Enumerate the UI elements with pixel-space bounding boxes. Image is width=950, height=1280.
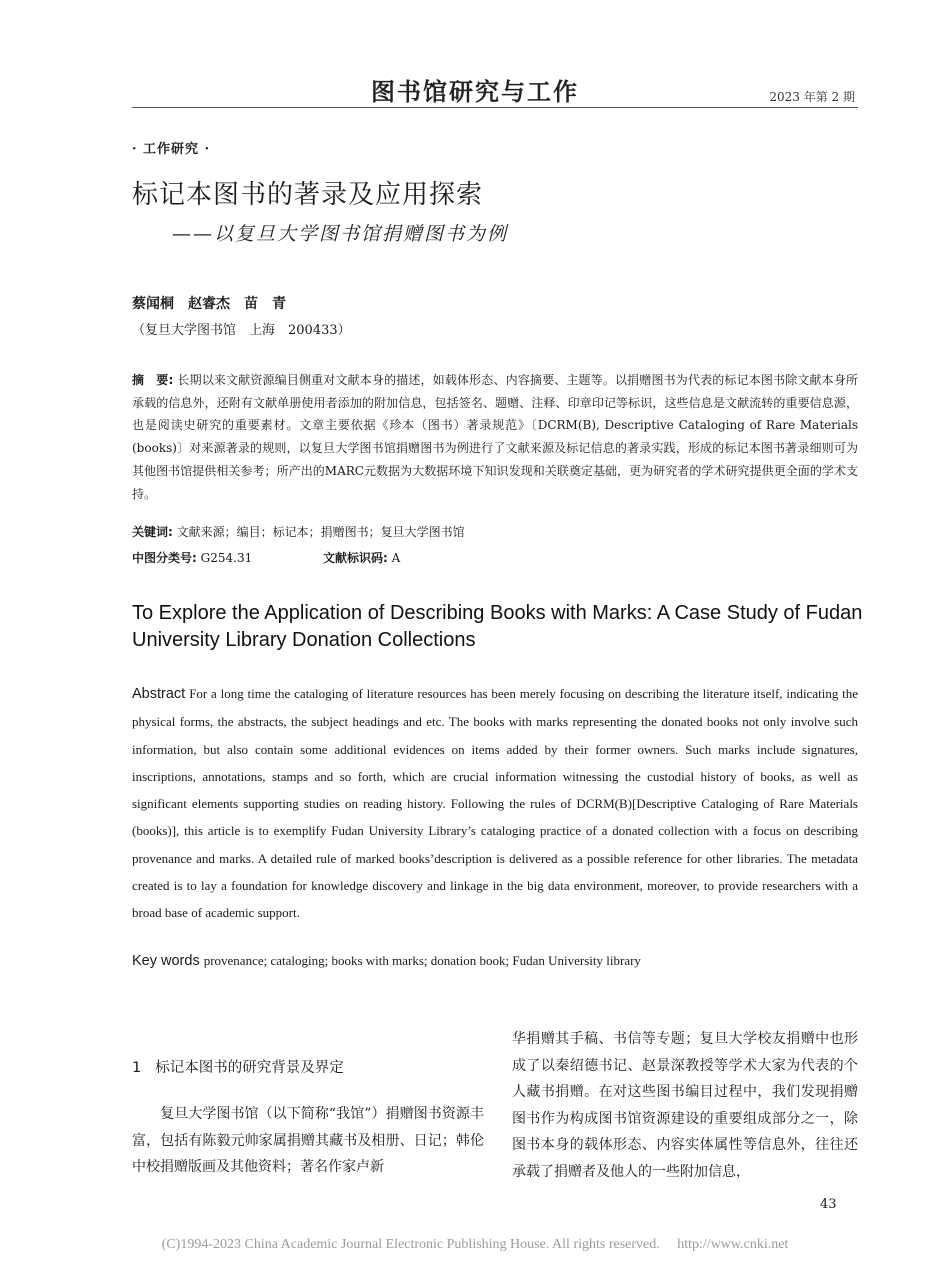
abstract-cn-text: 长期以来文献资源编目侧重对文献本身的描述，如载体形态、内容摘要、主题等。以捐赠图书为代表的标记本图书除文献本身所承载的信息外，还附有文献单册使用者添加的附加信息，包括签名、题赠、注释、印章印记等标识，这些信息是文献流转的重要信息源，也是阅读史研究的重要素材。文章主要依据《珍本（图书）著录规范》〔DCRM(B), Descriptive Cataloging of Rare Materials (books)〕对来源著录的规则，以复旦大学图书馆捐赠图书为例进行了文献来源及标记信息的著录实践，形成的标记本图书著录细则可为其他图书馆提供相关参考；所产出的MARC元数据为大数据环境下知识发现和关联奠定基础，更为研究者的学术研究提供更全面的学术支持。 bbox=[132, 373, 858, 501]
abstract-cn-label: 摘 要: bbox=[132, 373, 174, 387]
copyright-footer: (C)1994-2023 China Academic Journal Electronic Publishing House. All rights reserved. http://www.cnki.net bbox=[161, 1237, 789, 1252]
classification-label: 中图分类号: bbox=[132, 551, 197, 565]
keywords-cn bbox=[132, 523, 465, 540]
section-heading-text: 标记本图书的研究背景及界定 bbox=[155, 1060, 344, 1076]
classification-line bbox=[132, 549, 252, 566]
authors: 蔡闻桐 赵睿杰 苗 青 bbox=[132, 296, 286, 312]
doc-code-value: A bbox=[391, 551, 401, 565]
abstract-en-text: For a long time the cataloging of literature resources has been merely focusing on describing the literature itself, indicating the physical forms, the abstracts, the subject headings and etc. The books with marks representing the donated books not only involve such information, but also contain some additional evidences on items added by their former owners. Such marks include signatures, inscriptions, annotations, stamps and so forth, which are crucial information witnessing the custodial history of books, as well as significant elements supporting studies on reading history. Following the rules of DCRM(B)[Descriptive Cataloging of Rare Materials (books)], this article is to exemplify Fudan University Library’s cataloging practice of a donated collection with a focus on describing provenance and marks. A detailed rule of marked books’description is delivered as a possible reference for other libraries. The metadata created is to lay a foundation for knowledge discovery and linkage in the big data environment, moreover, to provide researchers with a broad base of academic support. bbox=[132, 686, 858, 921]
section-number: 1 bbox=[132, 1060, 142, 1076]
english-title: To Explore the Application of Describing Books with Marks: A Case Study of Fudan University Library Donation Collections bbox=[132, 602, 863, 651]
body-column-right: 华捐赠其手稿、书信等专题；复旦大学校友捐赠中也形成了以秦绍德书记、赵景深教授等学术大家为代表的个人藏书捐赠。在对这些图书编目过程中，我们发现捐赠图书作为构成图书馆资源建设的重要组成部分之一，除图书本身的载体形态、内容实体属性等信息外，往往还承载了捐赠者及他人的一些附加信息， bbox=[512, 1031, 858, 1180]
keywords-en-label: Key words bbox=[132, 953, 200, 969]
page-number: 43 bbox=[820, 1197, 837, 1212]
abstract-cn bbox=[132, 369, 858, 505]
issue-label: 2023 年第 2 期 bbox=[769, 90, 855, 104]
page-subtitle: ——以复旦大学图书馆捐赠图书为例 bbox=[172, 223, 509, 245]
section-heading bbox=[132, 1056, 344, 1077]
body-column-left: 复旦大学图书馆（以下简称“我馆”）捐赠图书资源丰富，包括有陈毅元帅家属捐赠其藏书及相册、日记；韩伦中校捐赠版画及其他资料；著名作家卢新 bbox=[132, 1106, 484, 1175]
doc-code-line bbox=[323, 549, 400, 566]
section-tag: · 工作研究 · bbox=[132, 142, 211, 157]
doc-code-label: 文献标识码: bbox=[323, 551, 388, 565]
journal-title: 图书馆研究与工作 bbox=[371, 77, 579, 106]
abstract-en bbox=[132, 680, 858, 927]
affiliation: （复旦大学图书馆 上海 200433） bbox=[132, 323, 351, 338]
classification-value: G254.31 bbox=[200, 551, 253, 565]
keywords-cn-label: 关键词: bbox=[132, 525, 173, 539]
page-title: 标记本图书的著录及应用探索 bbox=[132, 180, 484, 210]
header-divider bbox=[132, 107, 858, 108]
keywords-cn-text: 文献来源；编目；标记本；捐赠图书；复旦大学图书馆 bbox=[176, 525, 465, 539]
keywords-en bbox=[132, 953, 641, 969]
abstract-en-label: Abstract bbox=[132, 686, 186, 702]
keywords-en-text: provenance; cataloging; books with marks; donation book; Fudan University library bbox=[203, 953, 641, 968]
